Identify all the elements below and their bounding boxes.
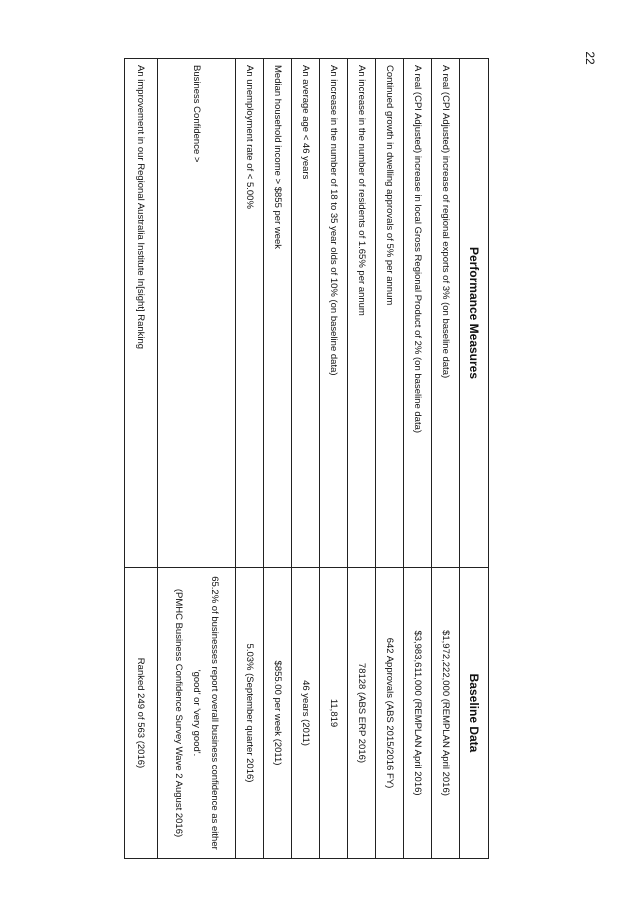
baseline-cell: $855.00 per week (2011) bbox=[264, 568, 292, 859]
table-row bbox=[292, 59, 320, 859]
measure-cell: An increase in the number of 18 to 35 year olds of 10% (on baseline data) bbox=[320, 59, 348, 568]
measure-cell: Median household income > $855 per week bbox=[264, 59, 292, 568]
measure-cell: An increase in the number of residents of 1.65% per annum bbox=[348, 59, 376, 568]
header-performance-measures: Performance Measures bbox=[460, 59, 489, 568]
baseline-cell bbox=[158, 568, 236, 859]
table-header-row bbox=[460, 59, 489, 859]
header-baseline-data: Baseline Data bbox=[460, 568, 489, 859]
baseline-cell: Ranked 249 of 563 (2016) bbox=[125, 568, 158, 859]
table-row bbox=[404, 59, 432, 859]
table-row bbox=[236, 59, 264, 859]
baseline-cell: $1,972,222,000 (REMPLAN April 2016) bbox=[432, 568, 460, 859]
table-row bbox=[320, 59, 348, 859]
table-row bbox=[158, 59, 236, 859]
table-row bbox=[125, 59, 158, 859]
baseline-line: (PMHC Business Confidence Survey Wave 2 August 2016) bbox=[173, 588, 185, 838]
table-row bbox=[264, 59, 292, 859]
baseline-cell: 46 years (2011) bbox=[292, 568, 320, 859]
baseline-cell: 78128 (ABS ERP 2016) bbox=[348, 568, 376, 859]
table-row bbox=[376, 59, 404, 859]
measure-cell: A real (CPI Adjusted) increase in local Gross Regional Product of 2% (on baseline data) bbox=[404, 59, 432, 568]
performance-table-container bbox=[137, 58, 489, 858]
measure-cell: Business Confidence > bbox=[158, 59, 236, 568]
measure-cell: An unemployment rate of < 5.00% bbox=[236, 59, 264, 568]
performance-measures-table bbox=[124, 58, 489, 859]
page-number: 22 bbox=[583, 51, 597, 65]
measure-cell: An average age < 46 years bbox=[292, 59, 320, 568]
measure-cell: Continued growth in dwelling approvals of 5% per annum bbox=[376, 59, 404, 568]
table-row bbox=[432, 59, 460, 859]
measure-cell: An improvement in our Regional Australia Institute In[sight] Ranking bbox=[125, 59, 158, 568]
measure-cell: A real (CPI Adjusted) increase of regional exports of 3% (on baseline data) bbox=[432, 59, 460, 568]
baseline-line: 'good' or 'very good'. bbox=[191, 669, 203, 757]
baseline-cell: 5.03% (September quarter 2016) bbox=[236, 568, 264, 859]
baseline-cell: $3,983,611,000 (REMPLAN April 2016) bbox=[404, 568, 432, 859]
baseline-cell: 11,819 bbox=[320, 568, 348, 859]
baseline-cell: 642 Approvals (ABS 2015/2016 FY) bbox=[376, 568, 404, 859]
table-row bbox=[348, 59, 376, 859]
baseline-line: 65.2% of businesses report overall business confidence as either bbox=[209, 576, 221, 850]
